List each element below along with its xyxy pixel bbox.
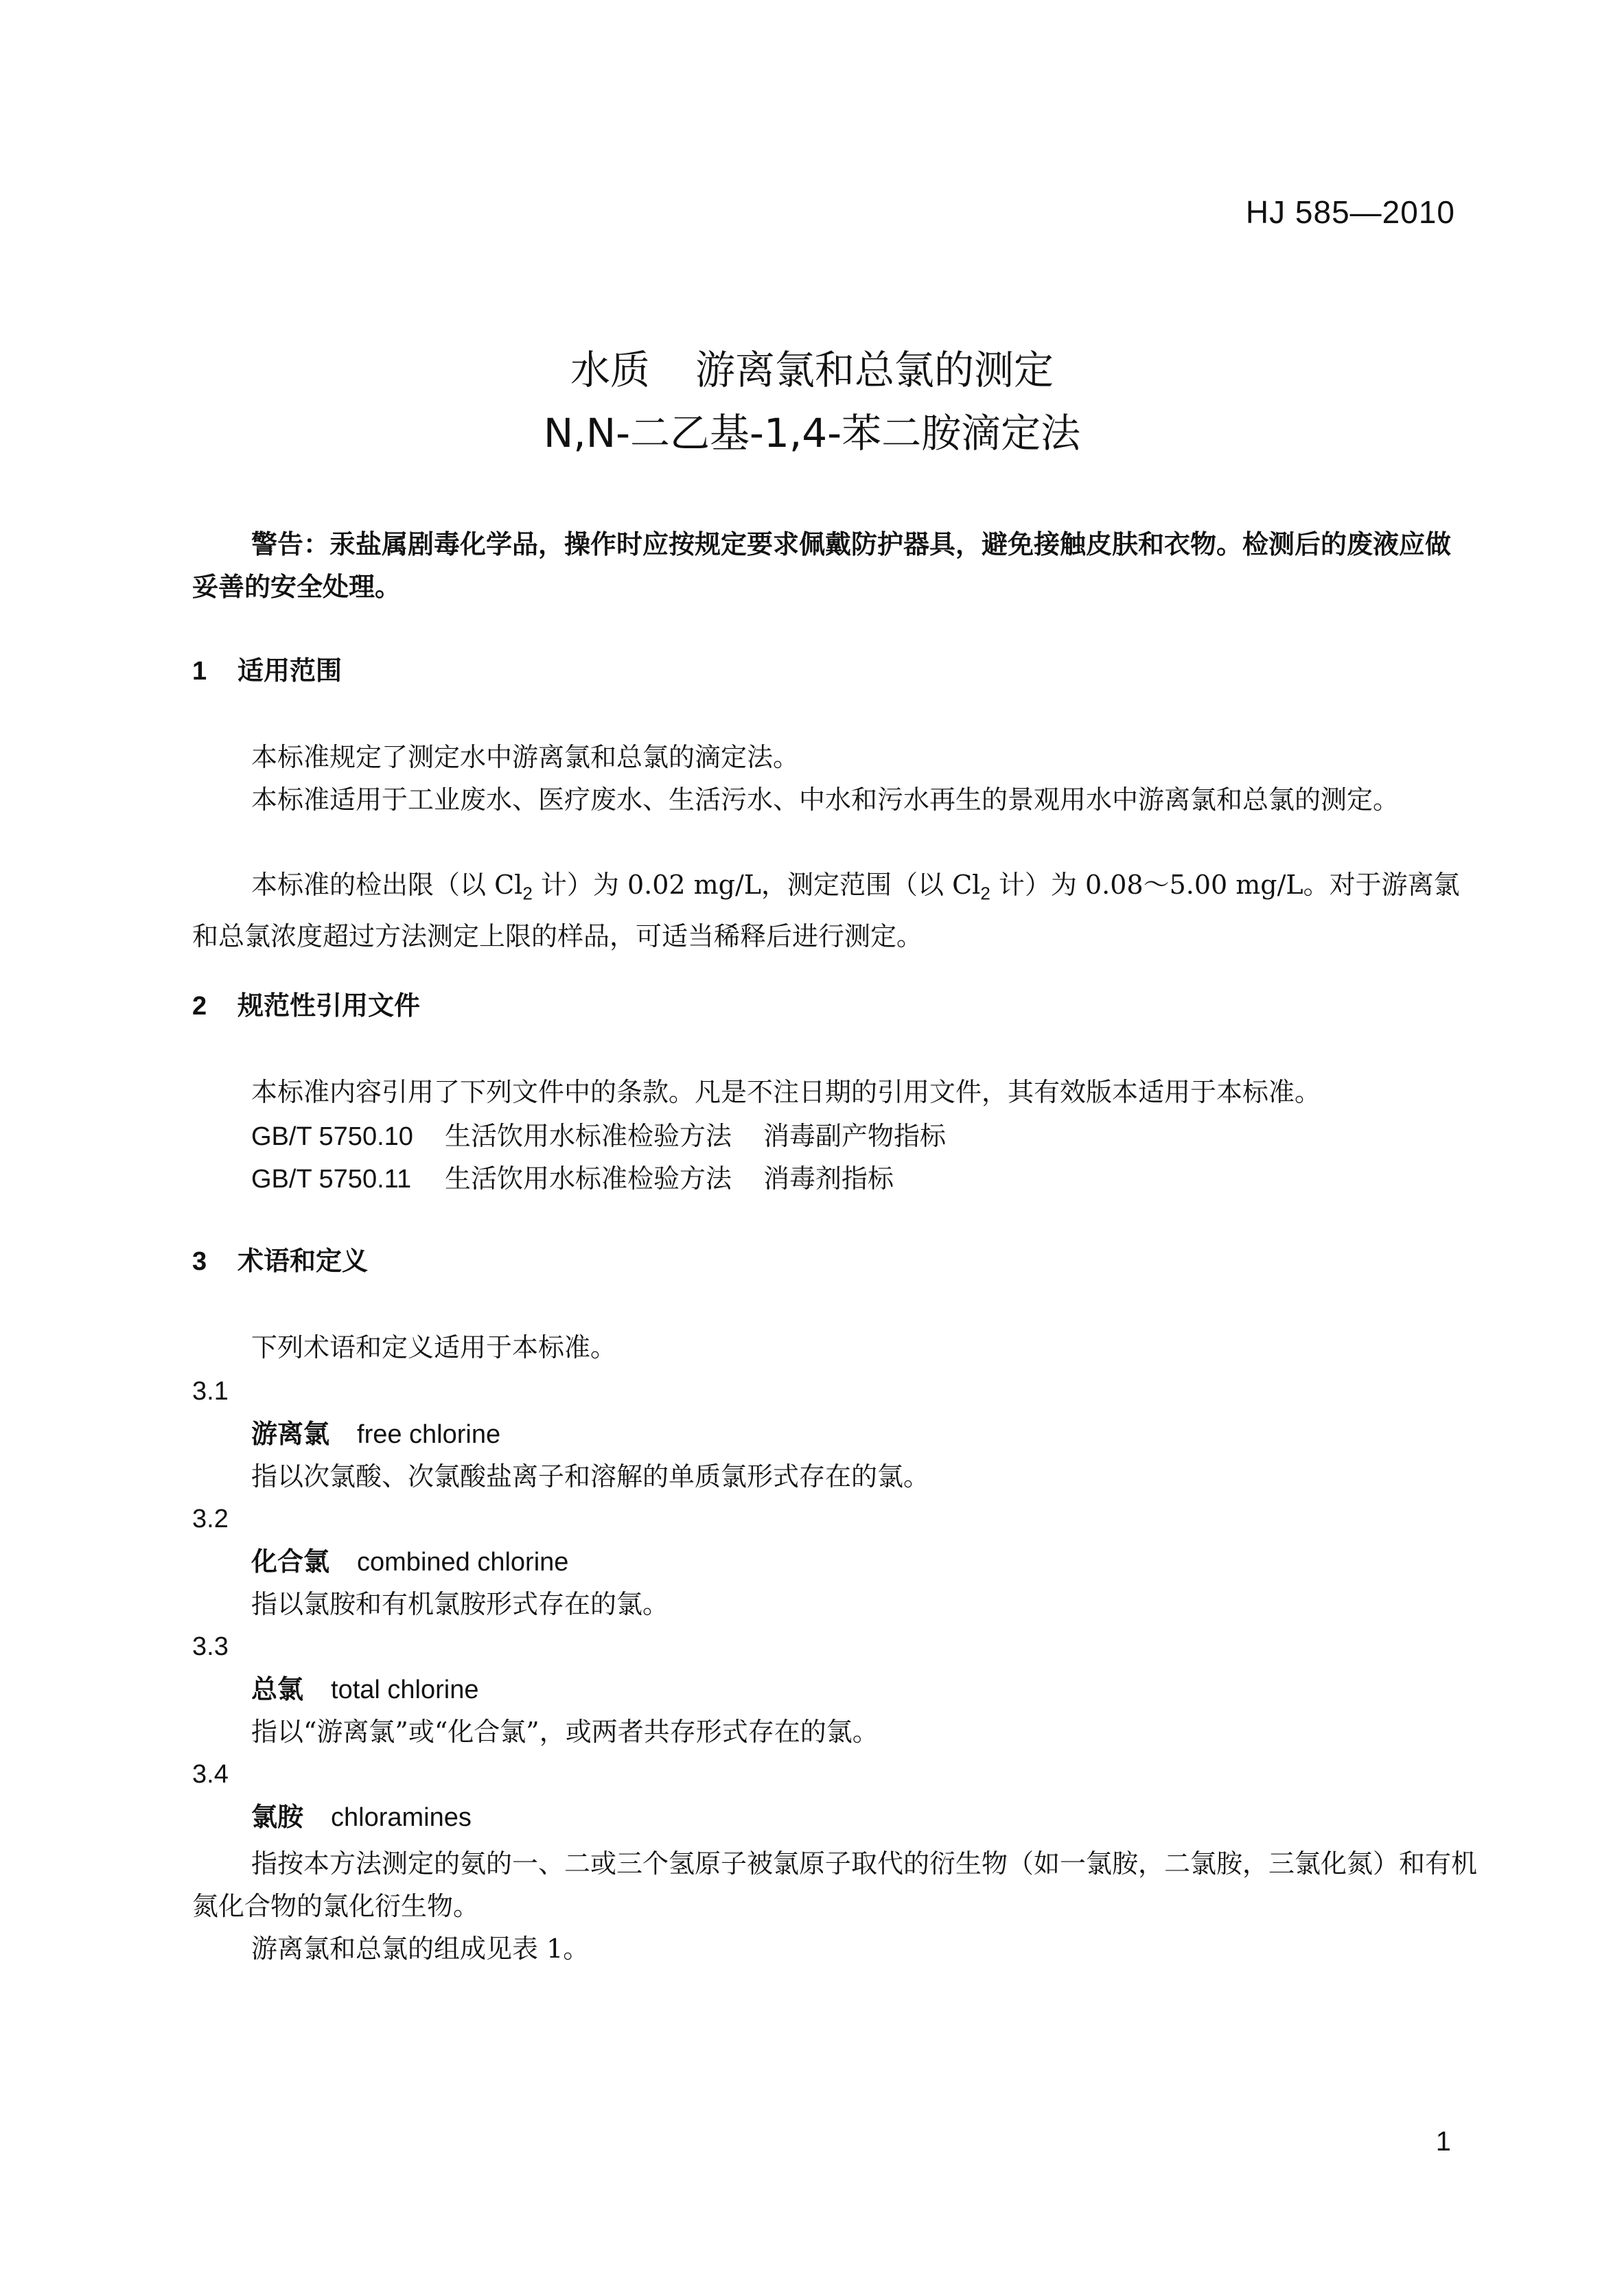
section-title: 术语和定义: [237, 1246, 369, 1276]
reference-item: [251, 1119, 946, 1154]
term-zh: 总氯: [251, 1674, 304, 1704]
term-definition: 指以次氯酸、次氯酸盐离子和溶解的单质氯形式存在的氯。: [251, 1461, 930, 1492]
reference-code: GB/T 5750.11: [251, 1165, 412, 1194]
term-heading: [251, 1800, 472, 1835]
section-1-paragraph-2: 本标准适用于工业废水、医疗废水、生活污水、中水和污水再生的景观用水中游离氯和总氯的测定。: [251, 785, 1400, 815]
term-en: chloramines: [331, 1803, 472, 1832]
standard-code: HJ 585—2010: [1245, 194, 1455, 230]
term-zh: 游离氯: [251, 1419, 330, 1449]
section-title: 适用范围: [237, 656, 343, 686]
section-2-intro: 本标准内容引用了下列文件中的条款。凡是不注日期的引用文件，其有效版本适用于本标准。: [251, 1077, 1321, 1107]
term-heading: [251, 1672, 478, 1707]
term-definition: 指以氯胺和有机氯胺形式存在的氯。: [251, 1589, 669, 1619]
section-number: 3: [192, 1247, 207, 1276]
document-title-line1: [0, 343, 1624, 397]
p3-text-a: 本标准的检出限（以 Cl: [251, 870, 523, 900]
term-definition: 指以“游离氯”或“化合氯”，或两者共存形式存在的氯。: [251, 1717, 879, 1747]
clause-number: 3.1: [192, 1377, 229, 1406]
page-number: 1: [1435, 2126, 1451, 2157]
title-part1: 水质: [570, 347, 650, 393]
table-reference-note: 游离氯和总氯的组成见表 1。: [251, 1934, 590, 1964]
reference-item: [251, 1161, 894, 1196]
section-2-heading: [192, 988, 420, 1023]
section-number: 1: [192, 657, 207, 686]
term-zh: 化合氯: [251, 1546, 330, 1577]
section-1-paragraph-3: [192, 863, 1483, 958]
section-1-paragraph-1: 本标准规定了测定水中游离氯和总氯的滴定法。: [251, 742, 800, 772]
term-heading: [251, 1417, 500, 1452]
subscript-2: 2: [980, 883, 990, 904]
warning-paragraph: 警告：汞盐属剧毒化学品，操作时应按规定要求佩戴防护器具，避免接触皮肤和衣物。检测后的废液应做妥善的安全处理。: [192, 529, 1452, 602]
reference-subtitle: 消毒剂指标: [763, 1163, 894, 1194]
section-title: 规范性引用文件: [237, 990, 421, 1021]
term-zh: 氯胺: [251, 1802, 304, 1832]
term-heading: [251, 1544, 568, 1579]
p3-text-b: 计）为 0.02 mg/L，测定范围（以 Cl: [532, 870, 981, 900]
section-3-intro: 下列术语和定义适用于本标准。: [251, 1332, 617, 1362]
clause-number: 3.3: [192, 1632, 229, 1661]
section-1-heading: [192, 653, 342, 688]
document-title-line2: N,N-二乙基-1,4-苯二胺滴定法: [543, 410, 1081, 456]
subscript-2: 2: [522, 883, 533, 904]
term-definition: 指按本方法测定的氨的一、二或三个氢原子被氯原子取代的衍生物（如一氯胺，二氯胺，三氯化氮）和有机氮化合物的氯化衍生物。: [192, 1848, 1478, 1921]
reference-code: GB/T 5750.10: [251, 1122, 413, 1151]
reference-title: 生活饮用水标准检验方法: [445, 1121, 732, 1151]
section-number: 2: [192, 992, 207, 1021]
clause-number: 3.2: [192, 1505, 229, 1533]
term-en: free chlorine: [357, 1420, 501, 1449]
title-part2: 游离氯和总氯的测定: [695, 347, 1054, 393]
term-en: total chlorine: [331, 1675, 479, 1704]
reference-title: 生活饮用水标准检验方法: [445, 1163, 732, 1194]
reference-subtitle: 消毒副产物指标: [763, 1121, 947, 1151]
term-en: combined chlorine: [357, 1548, 569, 1577]
p3-text-c: 计）为 0.08～5.00 mg/L。对于游离氯和总氯浓度超过方法测定上限的样品，可适当稀释后进行测定。: [192, 870, 1460, 951]
section-3-heading: [192, 1244, 368, 1279]
clause-number: 3.4: [192, 1760, 229, 1789]
